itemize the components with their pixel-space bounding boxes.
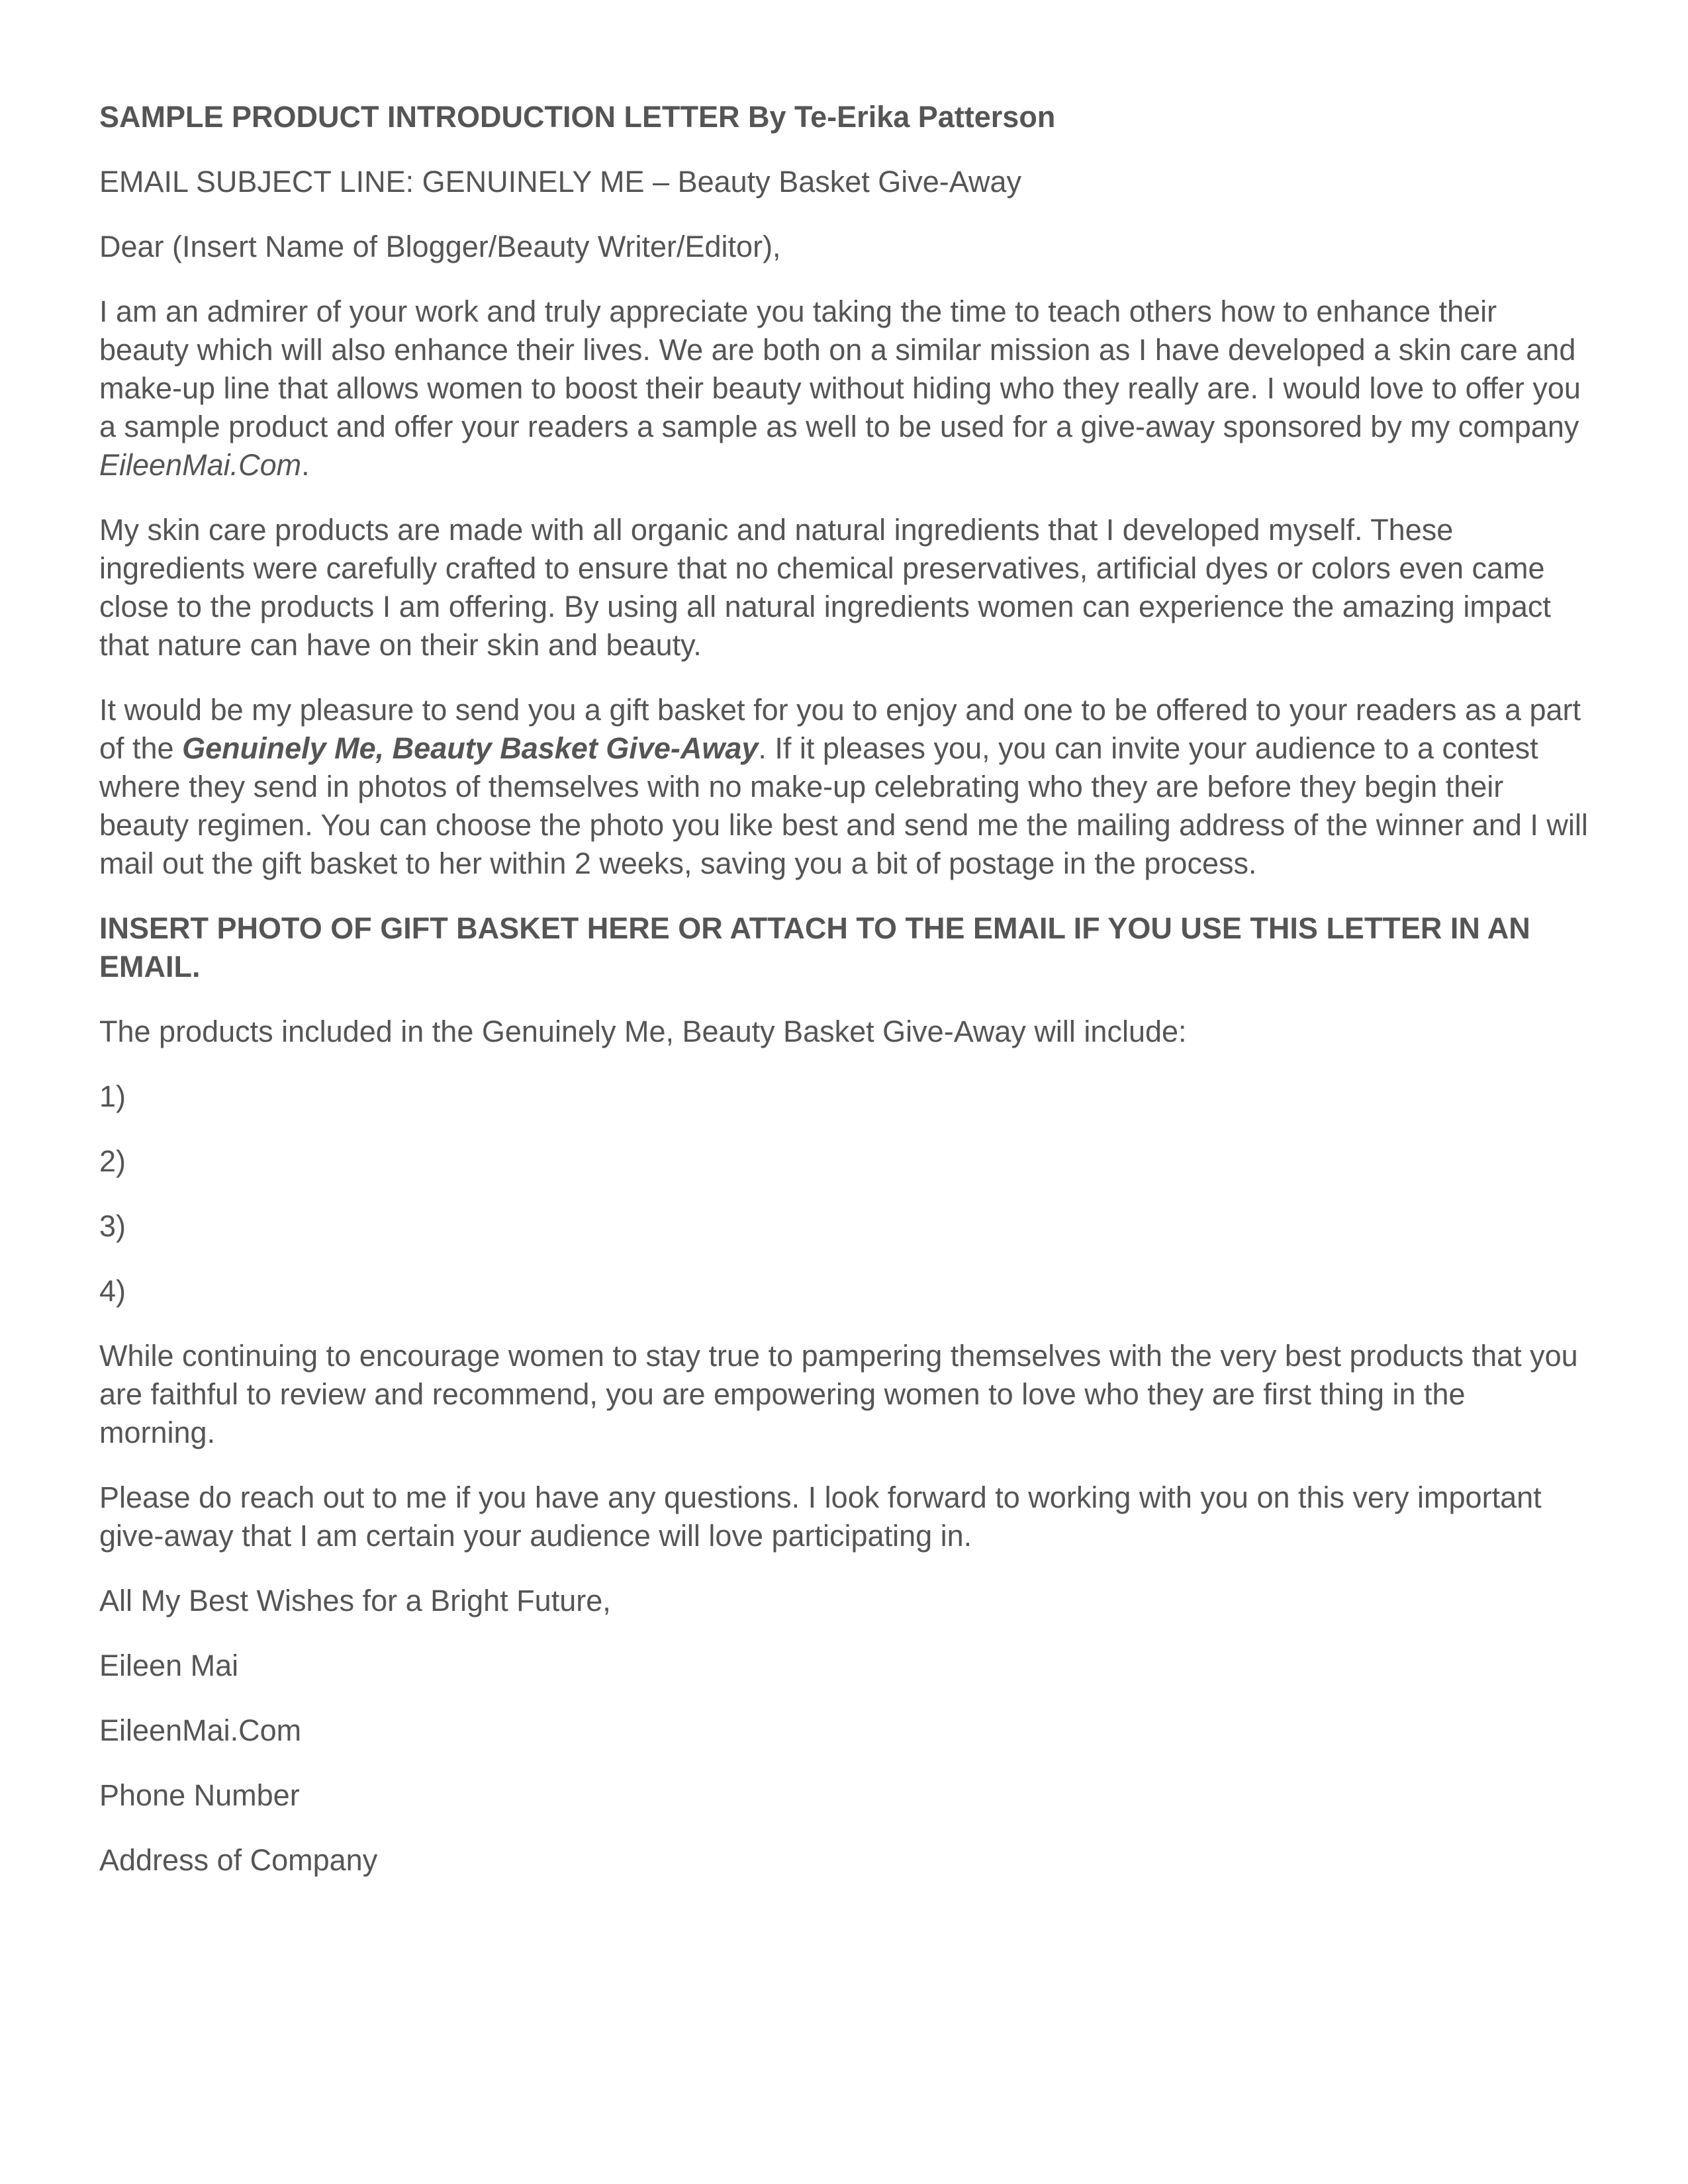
paragraph-intro: [99, 293, 1589, 484]
giveaway-name-emphasis: Genuinely Me, Beauty Basket Give-Away: [182, 731, 759, 765]
signature-name: Eileen Mai: [99, 1649, 239, 1682]
signature-website: EileenMai.Com: [99, 1713, 302, 1747]
paragraph-gift-basket-start: It would be my pleasure to send you a gift basket for you to enjoy and one to be offered to your readers as a part of the: [99, 693, 1581, 765]
email-subject-line: EMAIL SUBJECT LINE: GENUINELY ME – Beauty Basket Give-Away: [99, 165, 1022, 199]
signature-phone: Phone Number: [99, 1778, 300, 1812]
salutation: Dear (Insert Name of Blogger/Beauty Writer/Editor),: [99, 230, 781, 263]
closing-line: All My Best Wishes for a Bright Future,: [99, 1584, 611, 1617]
products-intro: The products included in the Genuinely Me, Beauty Basket Give-Away will include:: [99, 1015, 1187, 1048]
signature-address: Address of Company: [99, 1843, 378, 1877]
list-item: 3): [99, 1209, 126, 1243]
list-item: 2): [99, 1144, 126, 1178]
list-item: 1): [99, 1079, 126, 1113]
company-name-italic: EileenMai.Com: [99, 448, 302, 482]
paragraph-encourage: While continuing to encourage women to stay true to pampering themselves with the very best products that you are faithful to review and recommend, you are empowering women to love who they are first thing in the morning.: [99, 1339, 1578, 1449]
paragraph-intro-end: .: [301, 448, 310, 482]
paragraph-gift-basket: [99, 691, 1589, 883]
paragraph-reach-out: Please do reach out to me if you have any questions. I look forward to working with you on this very important give-away that I am certain your audience will love participating in.: [99, 1480, 1542, 1553]
list-item: 4): [99, 1274, 126, 1308]
photo-instruction: INSERT PHOTO OF GIFT BASKET HERE OR ATTACH TO THE EMAIL IF YOU USE THIS LETTER IN AN EMAIL.: [99, 911, 1530, 983]
letter-title: SAMPLE PRODUCT INTRODUCTION LETTER By Te-Erika Patterson: [99, 100, 1056, 134]
paragraph-intro-text: I am an admirer of your work and truly appreciate you taking the time to teach others how to enhance their beauty which will also enhance their lives. We are both on a similar mission as I have developed a skin care and make-up line that allows women to boost their beauty without hiding who they really are. I would love to offer you a sample product and offer your readers a sample as well to be used for a give-away sponsored by my company: [99, 295, 1581, 443]
paragraph-gift-basket-rest: . If it pleases you, you can invite your audience to a contest where they send in photos of themselves with no make-up celebrating who they are before they begin their beauty regimen. You can choose the photo you like best and send me the mailing address of the winner and I will mail out the gift basket to her within 2 weeks, saving you a bit of postage in the process.: [99, 731, 1588, 880]
paragraph-ingredients: My skin care products are made with all organic and natural ingredients that I developed myself. These ingredients were carefully crafted to ensure that no chemical preservatives, artificial dyes or colors even came close to the products I am offering. By using all natural ingredients women can experience the amazing impact that nature can have on their skin and beauty.: [99, 513, 1551, 662]
